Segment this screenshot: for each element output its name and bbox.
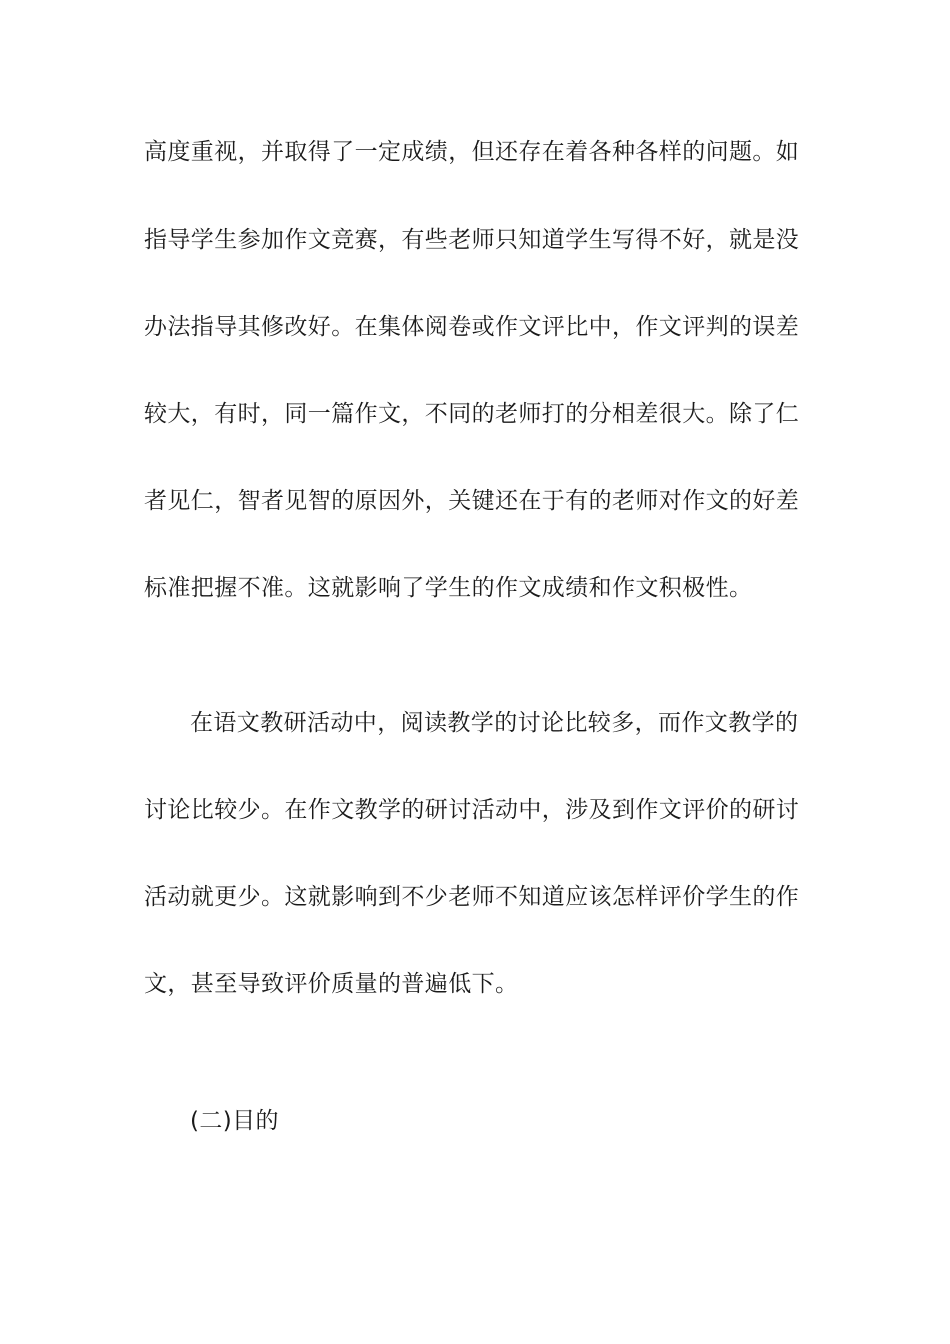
paragraph-line: 在语文教研活动中，阅读教学的讨论比较多，而作文教学的 [190,710,799,736]
paragraph-line: 者见仁，智者见智的原因外，关键还在于有的老师对作文的好差 [144,488,800,514]
paragraph-line: 高度重视，并取得了一定成绩，但还存在着各种各样的问题。如 [144,139,800,165]
paragraph-line: 较大，有时，同一篇作文，不同的老师打的分相差很大。除了仁 [144,401,800,427]
paragraph-line: 标准把握不准。这就影响了学生的作文成绩和作文积极性。 [144,575,753,601]
paragraph-line: 讨论比较少。在作文教学的研讨活动中，涉及到作文评价的研讨 [144,797,800,823]
paragraph-line: 文，甚至导致评价质量的普遍低下。 [144,971,519,997]
section-heading: (二)目的 [190,1108,279,1134]
paragraph-line: 办法指导其修改好。在集体阅卷或作文评比中，作文评判的误差 [144,314,800,340]
paragraph-line: 活动就更少。这就影响到不少老师不知道应该怎样评价学生的作 [144,884,800,910]
paragraph-line: 指导学生参加作文竞赛，有些老师只知道学生写得不好，就是没 [144,227,800,253]
